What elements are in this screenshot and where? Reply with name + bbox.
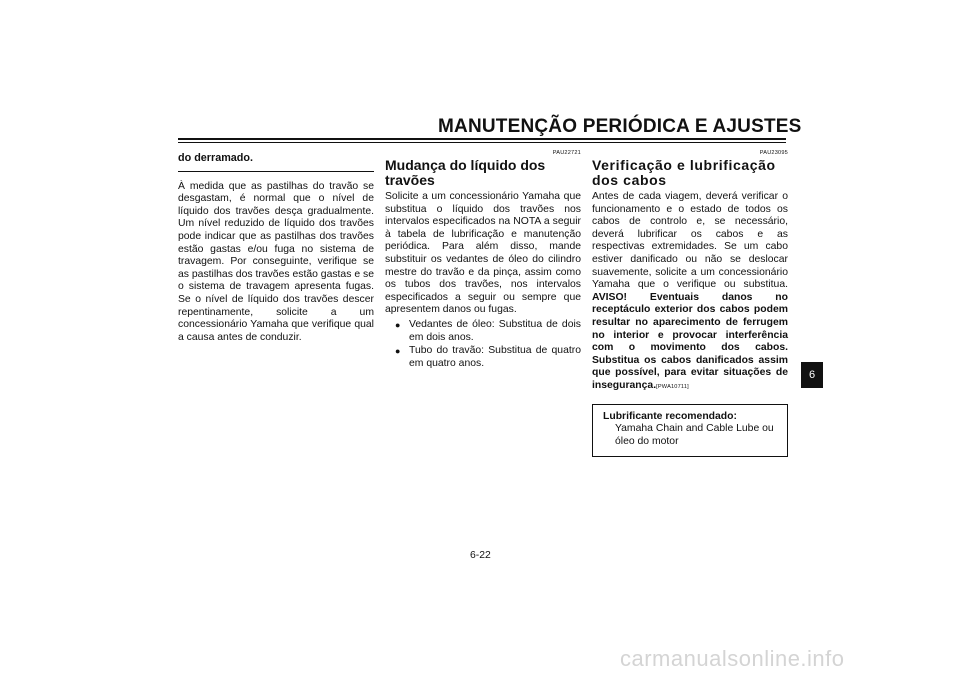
brake-fluid-level-paragraph: À medida que as pastilhas do travão se desgastam, é normal que o nível de líquido dos travões desça gradualmente. Um nível reduzido de líquido dos travões pode indicar que as pastilhas dos travões estão gastas e/ou fuga no sistema de travagem. Por conseguinte, verifique se as pastilhas dos travões estão gastas e se o sistema de travagem apresenta fugas. Se o nível de líquido dos travões descer repentinamente, solicite a um concessionário Yamaha que verifique qual a causa antes de conduzir. — [178, 180, 374, 343]
lubricant-value-2: óleo do motor — [615, 435, 679, 447]
column-1-rule — [178, 171, 374, 172]
lubricant-label: Lubrificante recomendado: — [603, 410, 737, 422]
recommended-lubricant-box — [592, 404, 788, 458]
column-2 — [385, 150, 581, 371]
section-heading-cable-lubrication: Verificação e lubrificação dos cabos — [592, 157, 776, 188]
list-item-text: Tubo do travão: Substitua de quatro em quatro anos. — [409, 345, 581, 369]
warning-code: [PWA10711] — [656, 383, 689, 390]
section-code: PAU22721 — [552, 150, 581, 156]
section-heading-brake-fluid-change: Mudança do líquido dos travões — [385, 157, 546, 188]
section-code: PAU23095 — [759, 150, 788, 156]
column-3 — [592, 150, 788, 457]
cable-check-text: Antes de cada viagem, deverá verificar o funcionamento e o estado de todos os cabos de controlo e, se necessário, deverá lubrificar os cabos e as respectivas extremidades. Se um cabo estiver danificado ou não se deslocar suavemente, solicite a um concessionário Yamaha que o verifique ou substitua. — [592, 191, 788, 291]
bullet-icon: ● — [395, 319, 401, 330]
bullet-icon: ● — [395, 346, 401, 357]
warning-text: AVISO! Eventuais danos no receptáculo exterior dos cabos podem resultar no aparecimento de ferrugem no interior e provocar interferência com o movimento dos cabos. Substitua os cabos danificados assim que possível, para evitar situações de insegurança. — [592, 291, 788, 391]
replacement-interval-list — [385, 319, 581, 370]
cable-check-paragraph — [592, 191, 788, 394]
column-1 — [178, 150, 374, 344]
list-item — [385, 345, 581, 370]
lubricant-value-1: Yamaha Chain and Cable Lube ou — [615, 423, 774, 435]
list-item — [385, 319, 581, 344]
header-rule-thin — [178, 142, 786, 143]
page-title: MANUTENÇÃO PERIÓDICA E AJUSTES — [438, 116, 802, 137]
list-item-text: Vedantes de óleo: Substitua de dois em dois anos. — [409, 318, 581, 343]
page-number: 6-22 — [470, 550, 491, 561]
watermark: carmanualsonline.info — [620, 646, 845, 671]
continued-heading: do derramado. — [178, 152, 253, 164]
header-rule — [178, 138, 786, 140]
chapter-tab: 6 — [801, 362, 823, 388]
brake-fluid-change-paragraph: Solicite a um concessionário Yamaha que substitua o líquido dos travões nos intervalos especificados na NOTA a seguir à tabela de lubrificação e manutenção periódica. Para além disso, mande substituir os vedantes de óleo do cilindro mestre do travão e da pinça, assim como os tubos dos travões, nos intervalos especificados a seguir ou sempre que apresentem danos ou fugas. — [385, 191, 581, 316]
